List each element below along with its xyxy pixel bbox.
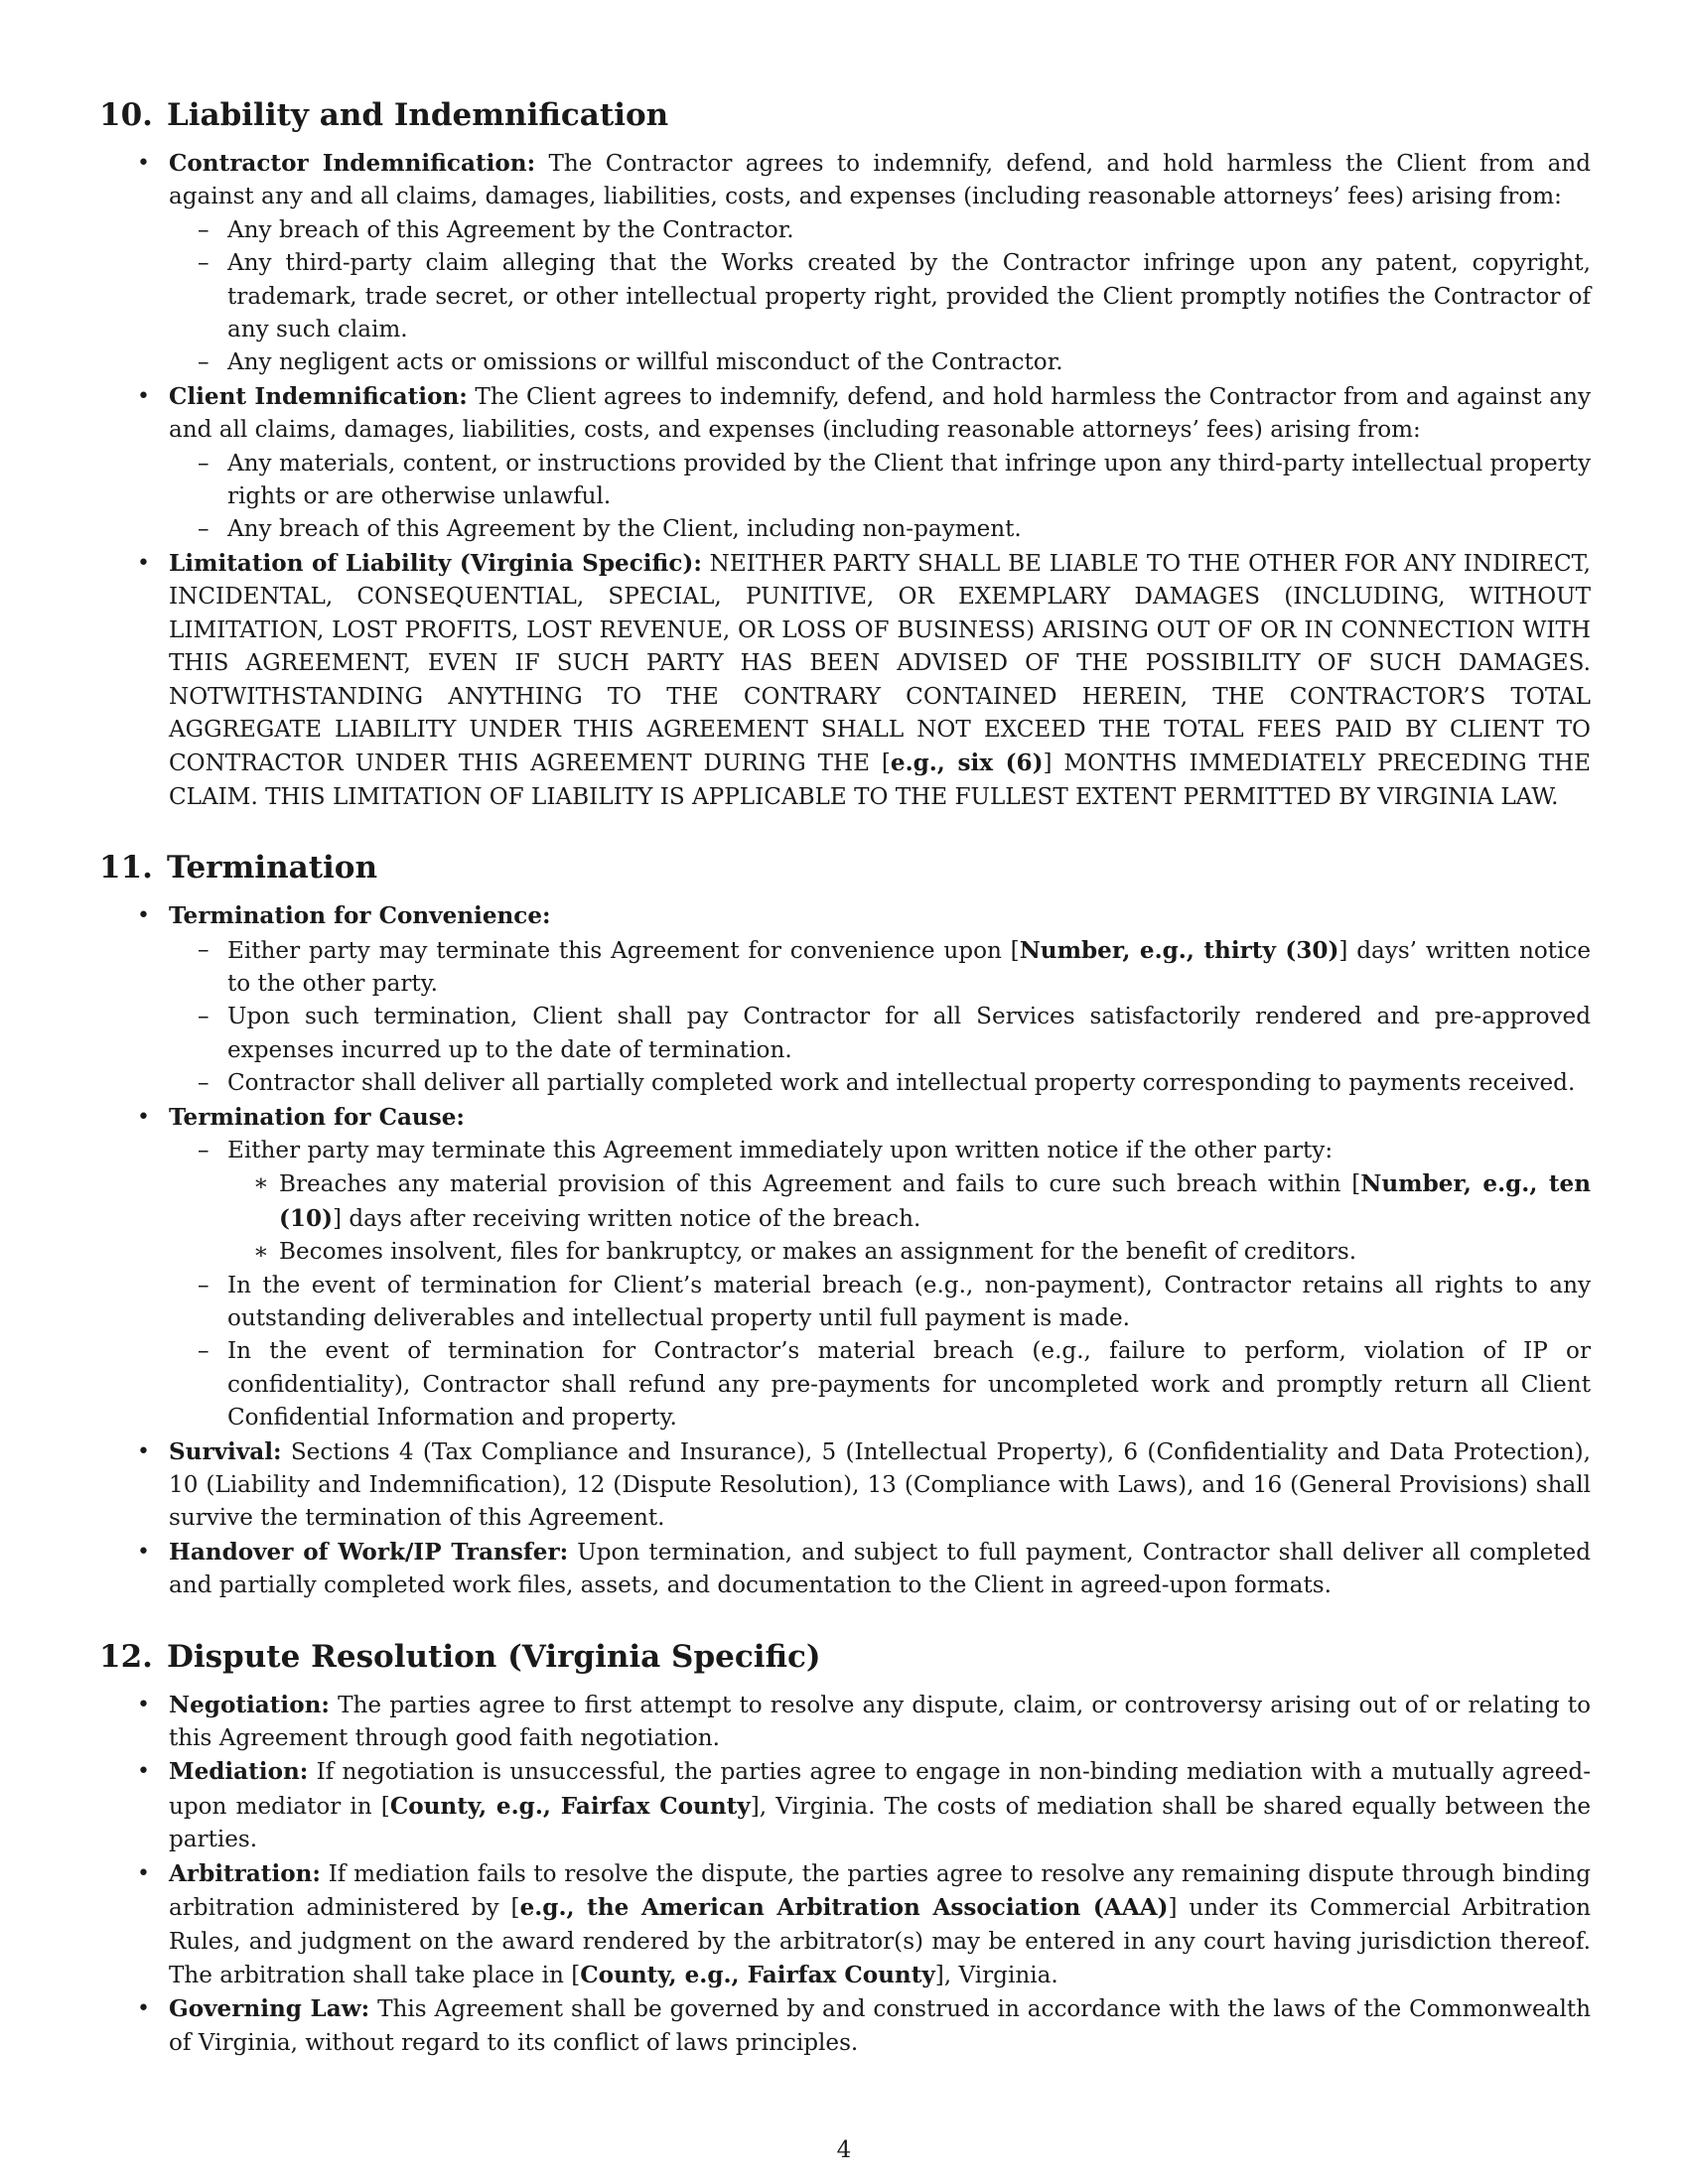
list-item: – In the event of termination for Contractor’s material breach (e.g., failure to perform, violation of IP or confidentiality), Contractor shall refund any pre-payments for uncompleted work and promptly return all Client Confidential Information and property.: [169, 1335, 1591, 1434]
list-item: – Any breach of this Agreement by the Contractor.: [169, 214, 1591, 247]
arbitration-item: • Arbitration: If mediation fails to resolve the dispute, the parties agree to resolve any remaining dispute through binding arbitration administered by [e.g., the American Arbitration Association (AAA)] under its Commercial Arbitration Rules, and judgment on the award rendered by the arbitrator(s) may be entered in any court having jurisdiction thereof. The arbitration shall take place in [County, e.g., Fairfax County], Virginia.: [99, 1857, 1591, 1993]
termination-cause-item: • Termination for Cause: – Either party may terminate this Agreement immediately upon written notice if the other party: ∗ Breaches any material provision of this Agreement and fails to cure such breach within [Number, e.g., ten (10)] days after receiving written notice of the breach. ∗ Becomes insolvent, files for bankruptcy, or makes an assignment for the benefit of creditors. – In the event of termination for Client’s material breach (e.g., non-payment), Contractor retains all rights to any outstanding deliverables and intellectual property until full payment is made. – In the event of termination for Contractor’s material breach (e.g., failure to perform, violation of IP or confidentiality), Contractor shall refund any pre-payments for uncompleted work and promptly return all Client Confidential Information and property.: [99, 1101, 1591, 1435]
list-item: ∗ Breaches any material provision of this Agreement and fails to cure such breach within [Number, e.g., ten (10)] days after receiving written notice of the breach.: [227, 1167, 1591, 1236]
termination-convenience-item: • Termination for Convenience: – Either party may terminate this Agreement for convenience upon [Number, e.g., thirty (30)] days’ written notice to the other party. – Upon such termination, Client shall pay Contractor for all Services satisfactorily rendered and pre-approved expenses incurred up to the date of termination. – Contractor shall deliver all partially completed work and intellectual property corresponding to payments received.: [99, 899, 1591, 1100]
list-item: – Either party may terminate this Agreement immediately upon written notice if the other party: ∗ Breaches any material provision of this Agreement and fails to cure such breach within [Number, e.g., ten (10)] days after receiving written notice of the breach. ∗ Becomes insolvent, files for bankruptcy, or makes an assignment for the benefit of creditors.: [169, 1135, 1591, 1270]
list-item: – Contractor shall deliver all partially completed work and intellectual property corresponding to payments received.: [169, 1067, 1591, 1100]
placeholder-county: County, e.g., Fairfax County: [389, 1792, 751, 1820]
section-10-list: [99, 147, 1591, 814]
document-page: [99, 95, 1591, 2060]
section-10-heading: 10. Liability and Indemnification: [99, 97, 669, 133]
placeholder-months: e.g., six (6): [890, 750, 1044, 777]
section-12-list: [99, 1689, 1591, 2060]
mediation-item: • Mediation: If negotiation is unsuccessful, the parties agree to engage in non-binding mediation with a mutually agreed-upon mediator in [County, e.g., Fairfax County], Virginia. The costs of mediation shall be shared equally between the parties.: [99, 1755, 1591, 1856]
list-item: – Either party may terminate this Agreement for convenience upon [Number, e.g., thirty (30)] days’ written notice to the other party.: [169, 934, 1591, 1002]
termination-cause-subsublist: [227, 1167, 1591, 1269]
contractor-indemnification-sublist: [169, 214, 1591, 380]
client-indemnification-item: • Client Indemnification: The Client agrees to indemnify, defend, and hold harmless the Contractor from and against any and all claims, damages, liabilities, costs, and expenses (including reasonable attorneys’ fees) arising from: – Any materials, content, or instructions provided by the Client that infringe upon any third-party intellectual property rights or are otherwise unlawful. – Any breach of this Agreement by the Client, including non-payment.: [99, 380, 1591, 547]
section-11-heading: 11. Termination: [99, 850, 378, 887]
termination-convenience-sublist: [169, 934, 1591, 1101]
limitation-of-liability-item: • Limitation of Liability (Virginia Specific): NEITHER PARTY SHALL BE LIABLE TO THE OTHER FOR ANY INDIRECT, INCIDENTAL, CONSEQUENTIAL, SPECIAL, PUNITIVE, OR EXEMPLARY DAMAGES (INCLUDING, WITHOUT LIMITATION, LOST PROFITS, LOST REVENUE, OR LOSS OF BUSINESS) ARISING OUT OF OR IN CONNECTION WITH THIS AGREEMENT, EVEN IF SUCH PARTY HAS BEEN ADVISED OF THE POSSIBILITY OF SUCH DAMAGES. NOTWITHSTANDING ANYTHING TO THE CONTRARY CONTAINED HEREIN, THE CONTRACTOR’S TOTAL AGGREGATE LIABILITY UNDER THIS AGREEMENT SHALL NOT EXCEED THE TOTAL FEES PAID BY CLIENT TO CONTRACTOR UNDER THIS AGREEMENT DURING THE [e.g., six (6)] MONTHS IMMEDIATELY PRECEDING THE CLAIM. THIS LIMITATION OF LIABILITY IS APPLICABLE TO THE FULLEST EXTENT PERMITTED BY VIRGINIA LAW.: [99, 547, 1591, 814]
list-item: ∗ Becomes insolvent, files for bankruptcy, or makes an assignment for the benefit of creditors.: [227, 1236, 1591, 1269]
page-number: 4: [836, 2137, 852, 2163]
section-11-list: [99, 899, 1591, 1603]
placeholder-days: Number, e.g., thirty (30): [1019, 936, 1339, 964]
client-indemnification-sublist: [169, 448, 1591, 547]
list-item: – Upon such termination, Client shall pay Contractor for all Services satisfactorily rendered and pre-approved expenses incurred up to the date of termination.: [169, 1001, 1591, 1067]
negotiation-item: • Negotiation: The parties agree to first attempt to resolve any dispute, claim, or controversy arising out of or relating to this Agreement through good faith negotiation.: [99, 1689, 1591, 1756]
placeholder-county: County, e.g., Fairfax County: [580, 1961, 935, 1988]
placeholder-arbitrator: e.g., the American Arbitration Association (AAA): [519, 1894, 1169, 1922]
list-item: – Any breach of this Agreement by the Client, including non-payment.: [169, 513, 1591, 546]
list-item: – In the event of termination for Client’s material breach (e.g., non-payment), Contractor retains all rights to any outstanding deliverables and intellectual property until full payment is made.: [169, 1270, 1591, 1336]
termination-cause-sublist: [169, 1135, 1591, 1435]
list-item: – Any materials, content, or instructions provided by the Client that infringe upon any third-party intellectual property rights or are otherwise unlawful.: [169, 448, 1591, 514]
placeholder-cure-days: Number, e.g., ten (10): [279, 1170, 1591, 1232]
list-item: – Any negligent acts or omissions or willful misconduct of the Contractor.: [169, 346, 1591, 379]
handover-item: • Handover of Work/IP Transfer: Upon termination, and subject to full payment, Contractor shall deliver all completed and partially completed work files, assets, and documentation to the Client in agreed-upon formats.: [99, 1536, 1591, 1603]
survival-item: • Survival: Sections 4 (Tax Compliance and Insurance), 5 (Intellectual Property), 6 (Confidentiality and Data Protection), 10 (Liability and Indemnification), 12 (Dispute Resolution), 13 (Compliance with Laws), and 16 (General Provisions) shall survive the termination of this Agreement.: [99, 1435, 1591, 1536]
list-item: – Any third-party claim alleging that the Works created by the Contractor infringe upon any patent, copyright, trademark, trade secret, or other intellectual property right, provided the Client promptly notifies the Contractor of any such claim.: [169, 247, 1591, 346]
section-12-heading: 12. Dispute Resolution (Virginia Specific): [99, 1638, 821, 1675]
governing-law-item: • Governing Law: This Agreement shall be governed by and construed in accordance with the laws of the Commonwealth of Virginia, without regard to its conflict of laws principles.: [99, 1992, 1591, 2060]
contractor-indemnification-item: • Contractor Indemnification: The Contractor agrees to indemnify, defend, and hold harmless the Client from and against any and all claims, damages, liabilities, costs, and expenses (including reasonable attorneys’ fees) arising from: – Any breach of this Agreement by the Contractor. – Any third-party claim alleging that the Works created by the Contractor infringe upon any patent, copyright, trademark, trade secret, or other intellectual property right, provided the Client promptly notifies the Contractor of any such claim. – Any negligent acts or omissions or willful misconduct of the Contractor.: [99, 147, 1591, 380]
